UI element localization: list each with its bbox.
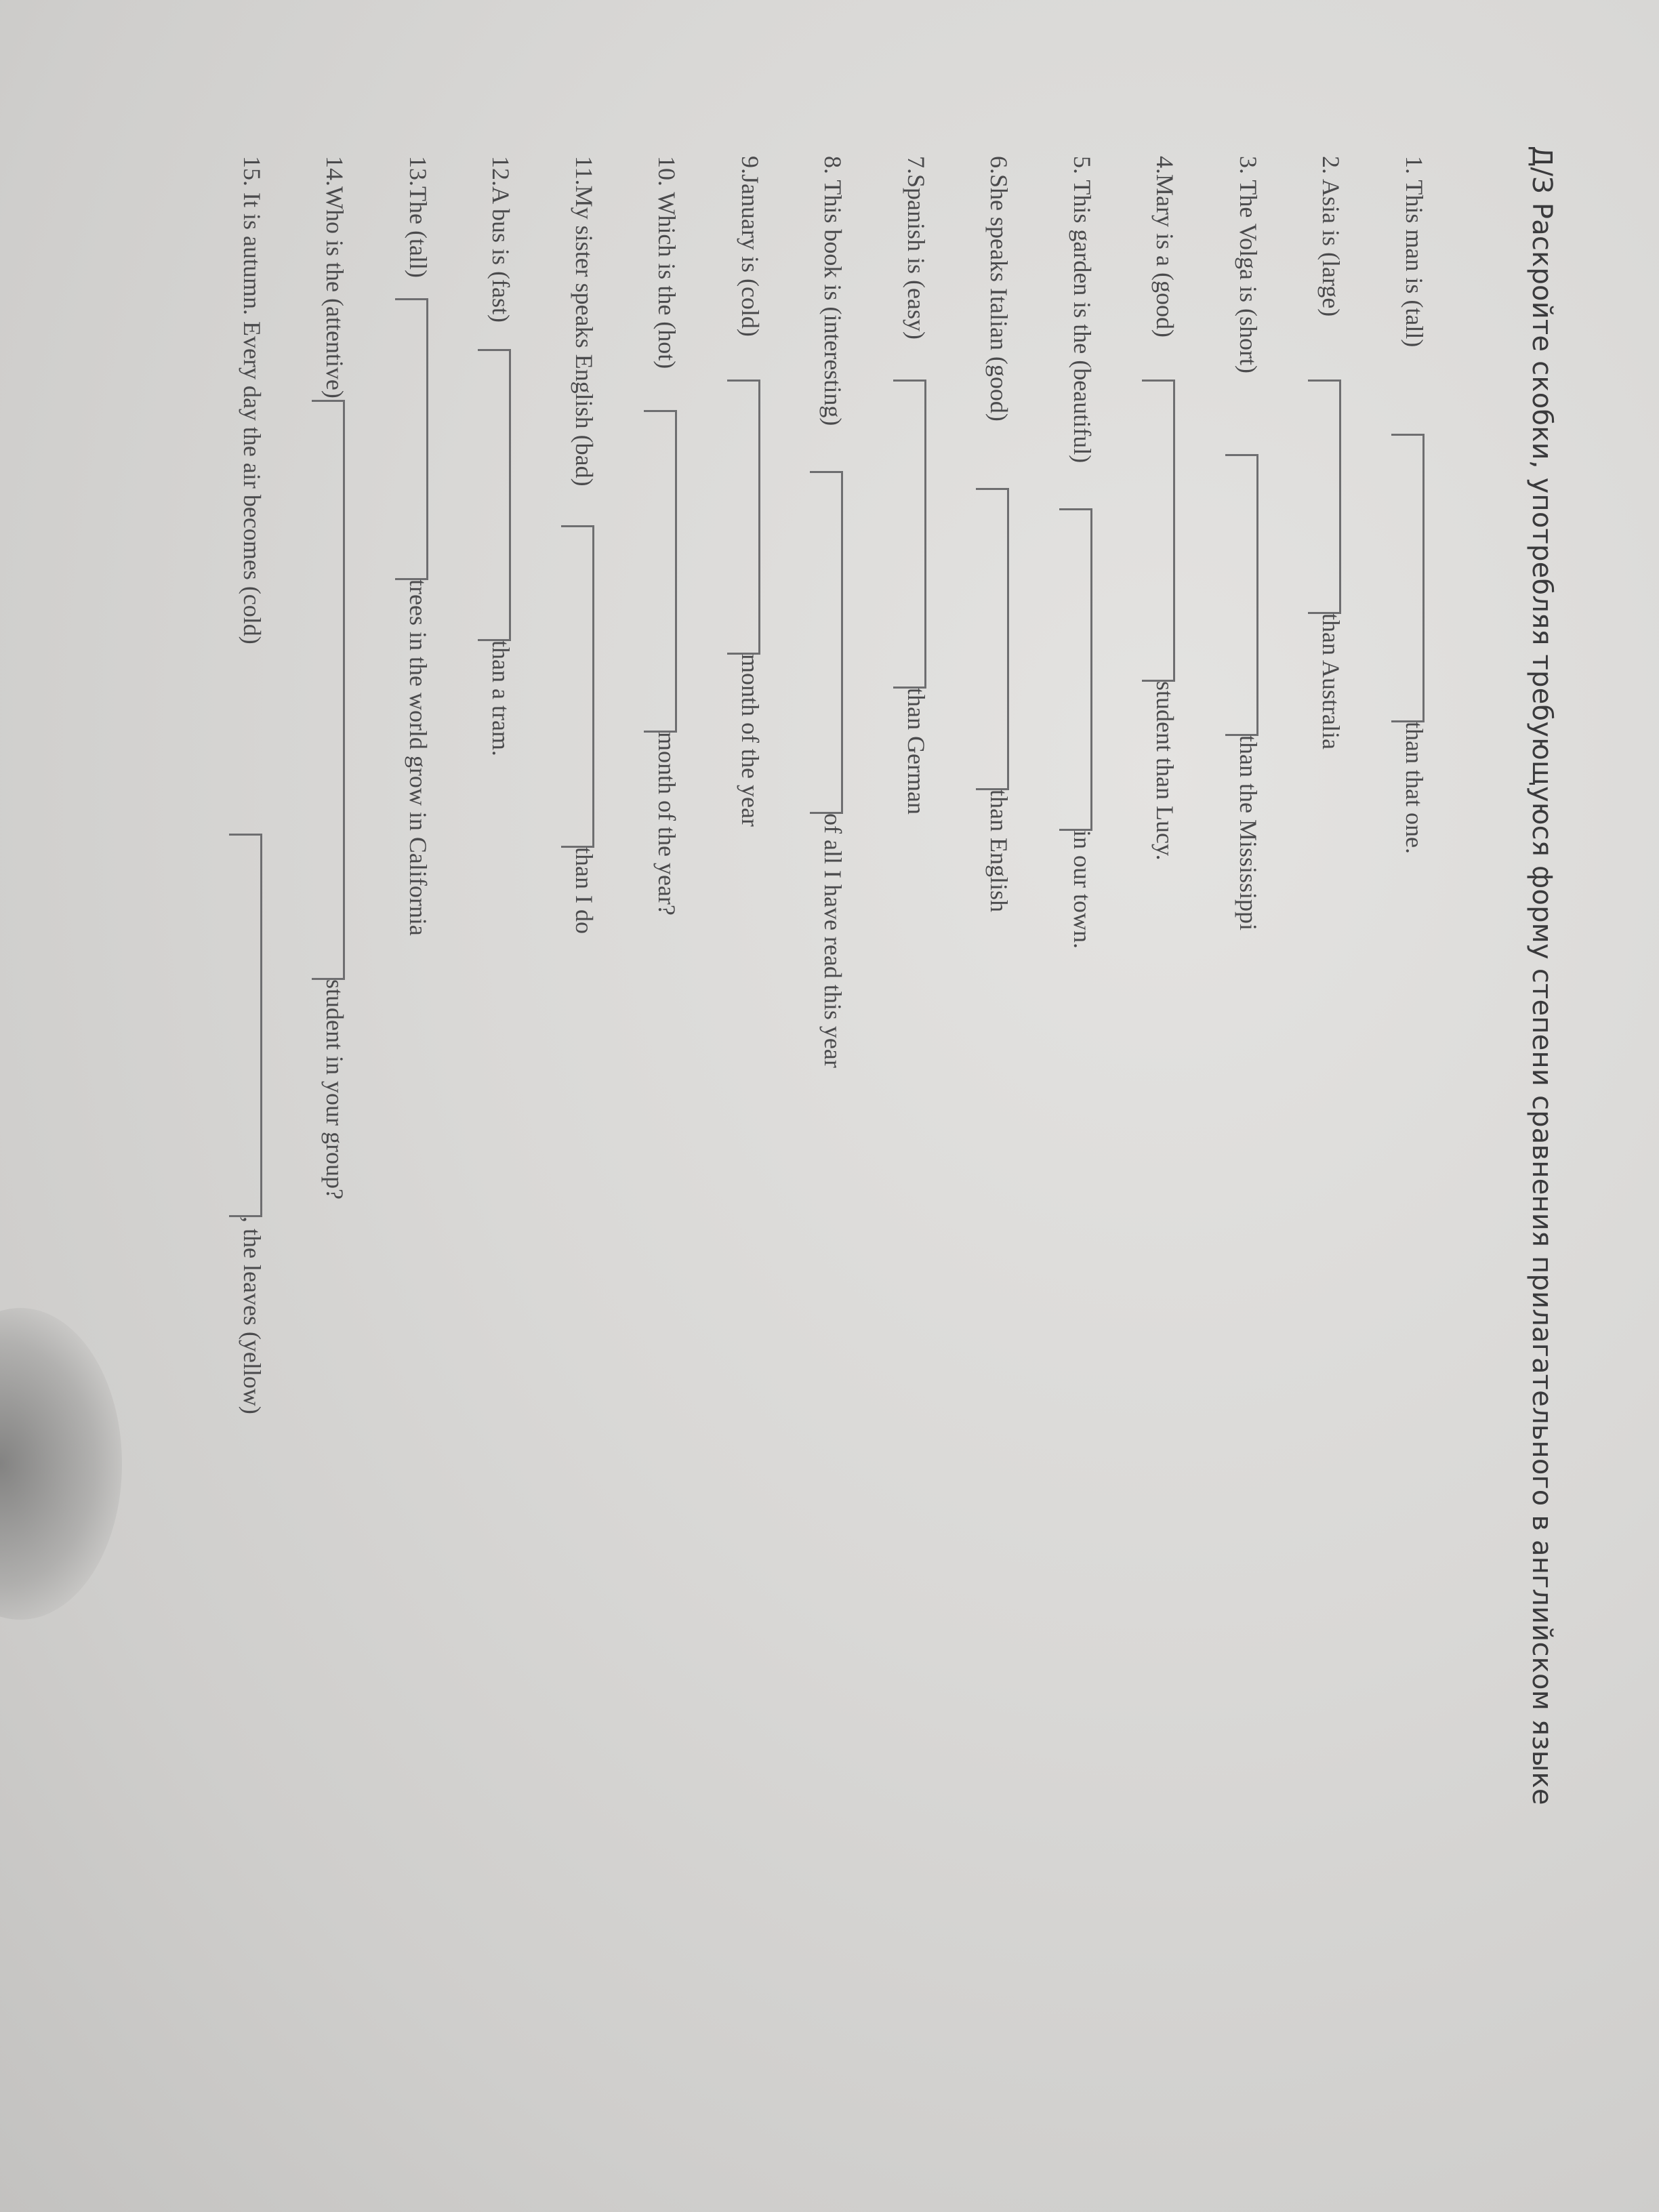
item-text-end: than Australia xyxy=(1317,613,1345,750)
item-text-start: 13.The (tall) xyxy=(405,156,432,278)
item-text-start: 15. It is autumn. Every day the air becomes (cold) xyxy=(239,156,266,644)
answer-blank[interactable] xyxy=(727,380,760,655)
item-text-start: 8. This book is (interesting) xyxy=(819,156,846,426)
item-text-start: 11.My sister speaks English (bad) xyxy=(571,156,598,487)
answer-blank[interactable] xyxy=(1142,380,1175,682)
answer-blank[interactable] xyxy=(478,349,511,641)
item-text-start: 4.Mary is a (good) xyxy=(1151,156,1179,337)
item-text-end: than English xyxy=(985,790,1012,912)
item-text-end: month of the year xyxy=(737,654,764,827)
answer-blank[interactable] xyxy=(1308,380,1341,614)
item-text-start: 9.January is (cold) xyxy=(737,156,764,337)
answer-blank[interactable] xyxy=(312,400,345,980)
item-text-end: than that one. xyxy=(1401,722,1428,854)
item-text-end: , the leaves (yellow) xyxy=(239,1216,266,1414)
item-text-end: trees in the world grow in California xyxy=(405,579,432,936)
item-text-start: 7.Spanish is (easy) xyxy=(903,156,930,340)
answer-blank[interactable] xyxy=(1225,454,1258,736)
item-text-start: 3. The Volga is (short) xyxy=(1235,156,1262,373)
answer-blank[interactable] xyxy=(976,488,1009,790)
item-text-start: 10. Which is the (hot) xyxy=(653,156,680,369)
item-text-end: student than Lucy. xyxy=(1151,681,1179,861)
item-text-end: in our town. xyxy=(1069,830,1096,949)
item-text-end: than a tram. xyxy=(487,640,514,756)
answer-blank[interactable] xyxy=(561,525,594,848)
answer-blank[interactable] xyxy=(1391,434,1425,722)
item-text-start: 2. Asia is (large) xyxy=(1317,156,1345,317)
item-text-end: than the Mississippi xyxy=(1235,735,1262,931)
answer-blank[interactable] xyxy=(810,471,843,814)
answer-blank[interactable] xyxy=(1059,508,1092,831)
item-text-start: 6.She speaks Italian (good) xyxy=(985,156,1012,422)
item-text-start: 5. This garden is the (beautiful) xyxy=(1069,156,1096,464)
answer-blank[interactable] xyxy=(229,834,262,1217)
answer-blank[interactable] xyxy=(644,410,677,733)
item-text-end: month of the year? xyxy=(653,732,680,916)
item-text-start: 14.Who is the (attentive) xyxy=(321,156,348,398)
item-text-end: than I do xyxy=(571,847,598,934)
item-text-end: student in your group? xyxy=(321,979,348,1200)
item-text-end: of all I have read this year xyxy=(819,813,846,1068)
item-text-start: 1. This man is (tall) xyxy=(1401,156,1428,348)
answer-blank[interactable] xyxy=(893,380,926,689)
item-text-start: 12.A bus is (fast) xyxy=(487,156,514,323)
item-text-end: than German xyxy=(903,688,930,815)
answer-blank[interactable] xyxy=(395,298,428,580)
assignment-title: Д/З Раскройте скобки, употребляя требующуюся форму степени сравнения прилагательного в английском языке xyxy=(1526,146,1557,1805)
